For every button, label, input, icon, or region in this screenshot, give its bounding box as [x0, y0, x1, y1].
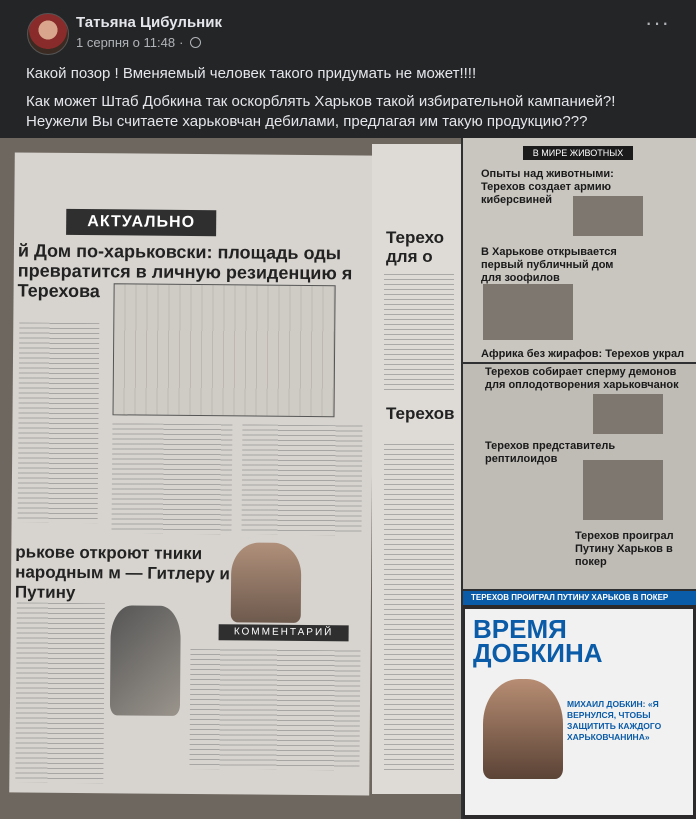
comment-banner: КОММЕНТАРИЙ — [219, 624, 349, 641]
dobkin-cover — [465, 609, 693, 815]
newspaper-left-page — [9, 152, 375, 795]
statue-photo — [110, 605, 181, 716]
newspaper-right-page — [372, 144, 461, 794]
hands-photo — [483, 284, 573, 340]
cover-title — [473, 614, 603, 668]
top-banner: ТЕРЕХОВ ПРОИГРАЛ ПУТИНУ ХАРЬКОВ В ПОКЕР — [463, 591, 696, 605]
portrait-photo — [231, 542, 302, 623]
globe-icon — [190, 37, 201, 48]
cover-quote: МИХАИЛ ДОБКИН: «Я ВЕРНУЛСЯ, ЧТОБЫ ЗАЩИТИТЬ КАЖДОГО ХАРЬКОВЧАНИНА» — [567, 699, 662, 742]
newspaper-photo-dobkin[interactable] — [463, 591, 696, 819]
text-column — [384, 444, 454, 774]
newspaper-photo-main[interactable] — [0, 138, 461, 819]
author-avatar[interactable] — [27, 13, 69, 55]
dobkin-photo — [483, 679, 563, 779]
text-column — [18, 322, 100, 523]
cover-title-line2: ДОБКИНА — [473, 638, 603, 668]
text-column — [384, 274, 454, 394]
man-photo — [583, 460, 663, 520]
post-text-line2: Как может Штаб Добкина так оскорблять Харьков такой избирательной кампанией?! — [26, 93, 616, 110]
meta-separator: · — [179, 35, 184, 50]
text-column — [111, 423, 232, 534]
more-options-icon[interactable]: ··· — [645, 10, 670, 35]
text-column — [15, 602, 105, 783]
post-text-line3: Неужели Вы считаете харьковчан дебилами, предлагая им такую продукцию??? — [26, 113, 588, 130]
cover-title-line1: ВРЕМЯ — [473, 614, 567, 644]
headline-giraffes: Африка без жирафов: Терехов украл — [481, 348, 685, 360]
building-drawing — [113, 283, 336, 417]
headline-cyberpigs: Опыты над животными: Терехов создает армию киберсвиней — [481, 168, 614, 206]
author-name[interactable]: Татьяна Цибульник — [76, 14, 222, 31]
cat-photo — [593, 394, 663, 434]
post-timestamp[interactable]: 1 серпня о 11:48 — [76, 35, 176, 50]
photo-collage — [0, 138, 696, 819]
newspaper-photo-demons[interactable] — [463, 364, 696, 589]
headline-reptiloids: Терехов представитель рептилоидов — [485, 440, 616, 465]
headline-monuments: рьковe откроют тники народным м — Гитлеру и Путину — [14, 542, 230, 602]
headline-demons: Терехов собирает сперму демонов для оплодотворения харьковчанок — [485, 366, 679, 391]
text-column — [241, 424, 362, 535]
headline-tereh: Терехо для о — [386, 228, 445, 266]
section-banner: АКТУАЛЬНО — [66, 209, 216, 236]
headline-tereh-2: Терехов — [386, 404, 455, 423]
post-text-block — [26, 92, 676, 132]
text-column — [189, 649, 360, 770]
headline-poker: Терехов проиграл Путину Харьков в покер — [575, 530, 674, 568]
post-text-line1: Какой позор ! Вменяемый человек такого придумать не может!!!! — [26, 65, 477, 82]
newspaper-photo-animals[interactable] — [463, 138, 696, 362]
pig-photo — [573, 196, 643, 236]
post-meta — [76, 35, 201, 50]
headline-zoophiles: В Харькове открывается первый публичный дом для зоофилов — [481, 246, 617, 284]
headline-residence: й Дом по-харьковски: площадь оды превратится в личную резиденцию я Терехова — [17, 240, 353, 302]
section-banner-animals: В МИРЕ ЖИВОТНЫХ — [523, 146, 633, 160]
